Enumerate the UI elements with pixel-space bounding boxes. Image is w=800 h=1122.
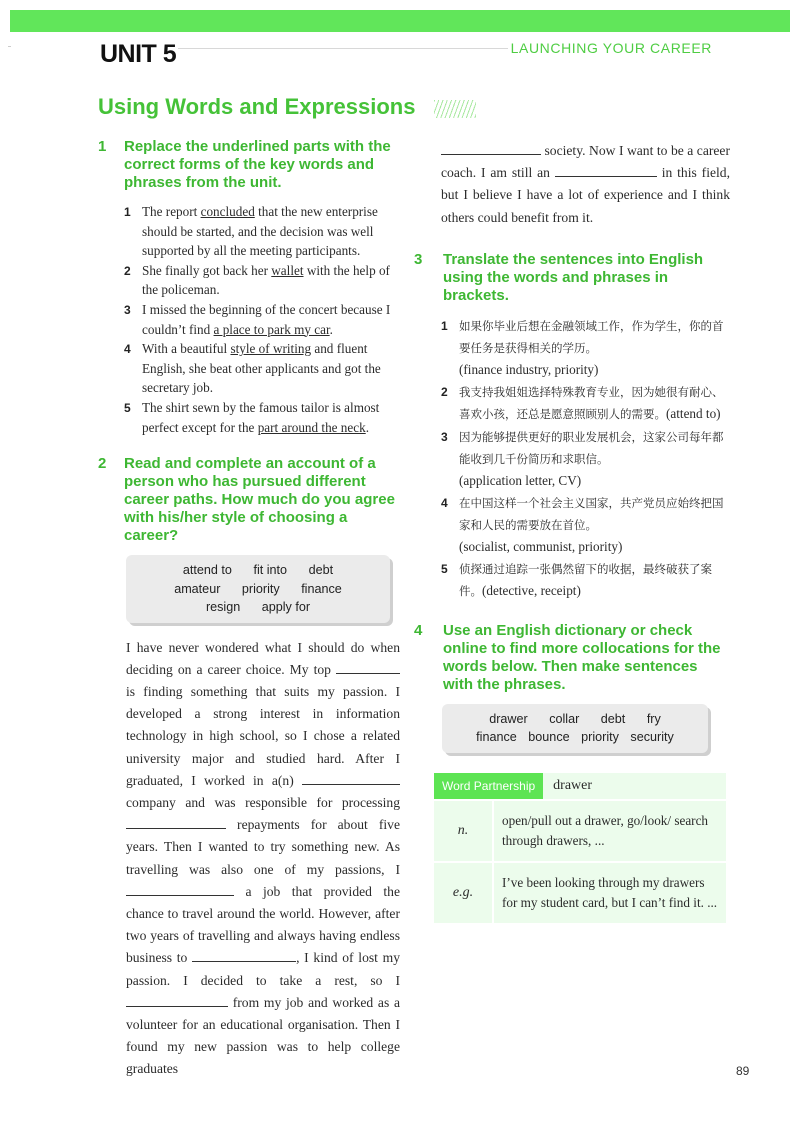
item-text <box>459 315 730 380</box>
item-text <box>459 381 730 425</box>
hatch-decoration <box>434 100 476 118</box>
exercise-3-items <box>441 315 730 602</box>
word-bank <box>126 555 390 623</box>
item-text <box>459 492 730 557</box>
item-number: 1 <box>124 205 131 219</box>
word-bank-item: priority <box>581 730 619 745</box>
item-text <box>142 398 400 437</box>
fill-blank[interactable] <box>126 994 228 1007</box>
item-text-pre: The shirt sewn by the famous tailor is almost perfect except for the <box>142 399 380 435</box>
exercise-instruction: Replace the underlined parts with the correct forms of the key words and phrases from the unit. <box>124 138 391 191</box>
unit-title: LAUNCHING YOUR CAREER <box>510 40 712 56</box>
underlined-phrase: style of writing <box>230 341 312 357</box>
fill-blank[interactable] <box>126 816 226 829</box>
word-bank-item: finance <box>301 581 342 596</box>
word-partnership-word: drawer <box>553 777 593 793</box>
item-text-post: . <box>365 419 370 435</box>
item-text-pre: With a beautiful <box>142 341 231 357</box>
passage-text: , I kind of lost my passion. I decided to take a rest, so I <box>126 950 401 988</box>
item-number: 4 <box>124 342 131 357</box>
word-bank-item: finance <box>476 730 517 745</box>
passage-text: is finding something that suits my passion. I developed a strong interest in information technology in high school, so I chose a related university major and studied hard. After I graduated, I worked in a(n) <box>126 684 400 788</box>
row-key: n. <box>434 801 494 861</box>
exercise-3-heading <box>412 251 730 305</box>
right-column <box>412 140 730 923</box>
list-item <box>441 558 730 602</box>
item-text <box>142 261 400 300</box>
word-bank-item: amateur <box>174 581 221 596</box>
list-item <box>124 261 400 300</box>
exercise-4-heading <box>412 622 730 694</box>
underlined-phrase: a place to park my car <box>213 321 330 337</box>
word-bank-item: priority <box>241 581 280 596</box>
list-item <box>124 398 400 437</box>
item-text-post: . <box>329 321 333 337</box>
item-text <box>142 300 400 339</box>
table-row <box>434 861 726 923</box>
item-text <box>459 426 730 491</box>
word-bank-row <box>134 561 382 580</box>
exercise-1-heading <box>96 138 400 192</box>
item-number: 5 <box>441 561 448 576</box>
hint-words: (detective, receipt) <box>482 582 581 598</box>
word-bank-row <box>134 598 382 617</box>
item-text-pre: The report <box>142 204 201 219</box>
row-value: I’ve been looking through my drawers for my student card, but I can’t find it. ... <box>502 874 718 910</box>
exercise-2-heading <box>96 455 400 545</box>
word-bank-item: drawer <box>489 711 528 726</box>
item-text-post: and fluent English, she beat other applicants and got the secretary job. <box>142 341 381 396</box>
chinese-sentence: 在中国这样一个社会主义国家，共产党员应始终把国家和人民的需要放在首位。 <box>459 495 724 532</box>
exercise-instruction: Translate the sentences into English using the words and phrases in brackets. <box>443 250 704 304</box>
hint-words: (application letter, CV) <box>459 472 582 488</box>
passage-text: a job that provided the chance to travel around the world. However, after two years of travelling and always having endless business to <box>126 883 401 966</box>
item-text-pre: She finally got back her <box>142 262 272 278</box>
list-item <box>124 202 400 261</box>
word-bank-item: resign <box>205 600 241 615</box>
word-partnership-table <box>434 773 726 923</box>
unit-label: UNIT 5 <box>100 40 177 68</box>
word-bank-item: bounce <box>528 730 570 745</box>
row-value: open/pull out a drawer, go/look/ search through drawers, ... <box>502 812 709 848</box>
passage-text: repayments for about five years. Then I wanted to try something new. As travelling was also one of my passions, I <box>126 817 400 877</box>
crop-mark <box>8 46 11 47</box>
underlined-phrase: wallet <box>271 262 304 278</box>
word-bank-item: security <box>630 730 674 745</box>
exercise-instruction: Use an English dictionary or check online to find more collocations for the words below. Then make sentences with the phrases. <box>443 621 721 693</box>
hint-words: (socialist, communist, priority) <box>459 538 623 554</box>
table-row <box>434 799 726 861</box>
underlined-phrase: part around the neck <box>257 419 366 435</box>
fill-blank[interactable] <box>555 164 657 177</box>
item-number: 4 <box>441 495 448 510</box>
item-text <box>142 202 400 261</box>
row-key: e.g. <box>434 863 494 923</box>
top-color-bar <box>10 10 790 32</box>
account-passage-continued <box>441 140 730 229</box>
passage-text: I have never wondered what I should do when deciding on a career choice. My top <box>126 639 400 677</box>
fill-blank[interactable] <box>302 772 400 785</box>
list-item <box>124 300 400 339</box>
exercise-number: 3 <box>414 250 423 268</box>
list-item <box>124 339 400 398</box>
item-text <box>142 339 400 398</box>
item-text-post: that the new enterprise should be started, and the decision was well supported by all the meeting participants. <box>142 204 378 259</box>
word-bank-item: apply for <box>261 600 311 615</box>
item-number: 2 <box>441 384 448 399</box>
exercise-1-items <box>124 202 400 437</box>
passage-text: company and was responsible for processing <box>126 795 400 811</box>
left-column <box>96 138 400 1081</box>
page-number: 89 <box>736 1064 750 1078</box>
list-item <box>441 315 730 380</box>
chinese-sentence: 因为能够提供更好的职业发展机会，这家公司每年都能收到几千份简历和求职信。 <box>459 429 724 466</box>
item-text <box>459 558 730 602</box>
item-number: 3 <box>441 429 448 444</box>
exercise-instruction: Read and complete an account of a person who has pursued different career paths. How much do you agree with his/her style of choosing a career? <box>124 455 395 545</box>
exercise-number: 1 <box>98 138 107 155</box>
word-bank-item: fry <box>646 711 661 726</box>
item-text-post: with the help of the policeman. <box>142 262 390 298</box>
hint-words: (attend to) <box>666 405 721 421</box>
word-bank-row <box>450 728 700 747</box>
word-partnership-header <box>434 773 726 799</box>
underlined-phrase: concluded <box>200 204 255 219</box>
item-number: 1 <box>441 318 448 333</box>
exercise-number: 4 <box>414 621 423 639</box>
list-item <box>441 426 730 491</box>
exercise-number: 2 <box>98 455 107 473</box>
fill-blank[interactable] <box>336 661 400 674</box>
word-bank-item: debt <box>600 711 626 726</box>
header-divider <box>178 48 508 49</box>
word-bank-row <box>450 710 700 729</box>
fill-blank[interactable] <box>192 949 296 962</box>
word-bank-item: collar <box>549 711 580 726</box>
item-number: 5 <box>124 400 131 415</box>
chinese-sentence: 侦探通过追踪一张偶然留下的收据，最终破获了案件。 <box>459 561 712 598</box>
word-bank-item: debt <box>308 563 334 578</box>
chinese-sentence: 我支持我姐姐选择特殊教育专业，因为她很有耐心、喜欢小孩，还总是愿意照顾别人的需要。 <box>459 384 724 421</box>
item-text-pre: I missed the beginning of the concert because I couldn’t find <box>142 301 391 337</box>
word-bank-item: attend to <box>182 563 232 578</box>
item-number: 2 <box>124 263 131 278</box>
word-bank-row <box>134 580 382 599</box>
word-partnership-label: Word Partnership <box>434 773 543 799</box>
chinese-sentence: 如果你毕业后想在金融领域工作，作为学生，你的首要任务是获得相关的学历。 <box>459 318 724 355</box>
fill-blank[interactable] <box>441 142 541 155</box>
list-item <box>441 492 730 557</box>
word-bank <box>442 704 708 753</box>
account-passage <box>126 637 400 1081</box>
passage-text: from my job and worked as a volunteer for an educational organisation. Then I found my new passion was to help college graduates <box>126 994 400 1077</box>
passage-text: in this field, but I believe I have a lot of experience and I think others could benefit from it. <box>441 165 730 225</box>
passage-text: society. Now I want to be a career coach. I am still an <box>441 143 730 181</box>
fill-blank[interactable] <box>126 883 234 896</box>
list-item <box>441 381 730 425</box>
word-bank-item: fit into <box>253 563 288 578</box>
hint-words: (finance industry, priority) <box>459 361 599 377</box>
section-title: Using Words and Expressions <box>98 94 416 119</box>
item-number: 3 <box>124 302 131 317</box>
